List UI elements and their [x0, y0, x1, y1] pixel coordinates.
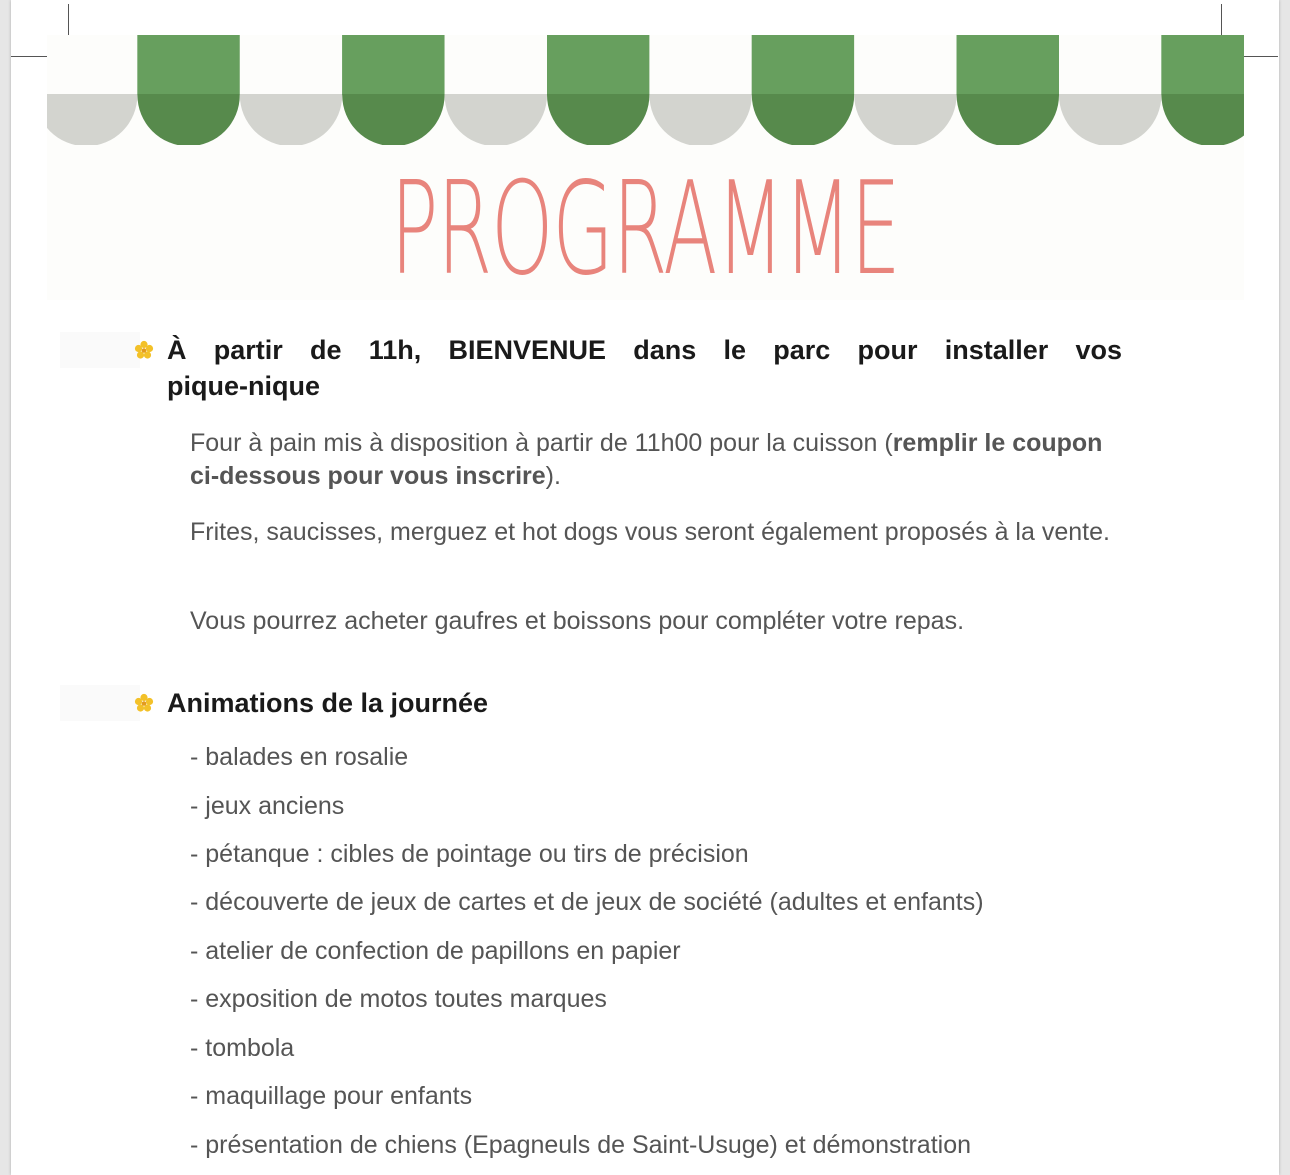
flower-icon	[134, 693, 154, 713]
crop-mark-top-left-horizontal	[11, 56, 51, 57]
awning-stripe-green-band	[547, 35, 649, 95]
awning-scallop-green	[752, 94, 854, 145]
awning-stripe-green-band	[957, 35, 1059, 95]
awning-stripe-green-band	[752, 35, 854, 95]
awning-scallop-green	[957, 94, 1059, 145]
awning-scallop-green	[547, 94, 649, 145]
paragraph-food-sale: Frites, saucisses, merguez et hot dogs vous seront également proposés à la vente.	[190, 518, 1110, 546]
awning-stripe-white	[445, 35, 547, 94]
activity-list-item: - maquillage pour enfants	[190, 1082, 473, 1110]
striped-awning	[47, 35, 1244, 145]
activity-list-item: - découverte de jeux de cartes et de jeux de société (adultes et enfants)	[190, 888, 984, 916]
paragraph-bread-oven-text: Four à pain mis à disposition à partir de 11h00 pour la cuisson (	[190, 429, 893, 457]
awning-stripe-white	[649, 35, 751, 94]
awning-scallop-grey	[649, 94, 751, 145]
activity-list-item: - présentation de chiens (Epagneuls de Saint-Usuge) et démonstration	[190, 1131, 972, 1159]
section-heading-welcome-line2: pique-nique	[167, 371, 320, 401]
awning-stripe-white	[47, 35, 137, 94]
awning-scallop-grey	[445, 94, 547, 145]
awning-stripe-white	[1059, 35, 1161, 94]
heading-highlight	[60, 685, 140, 721]
paragraph-bread-oven-suffix: ).	[545, 462, 561, 490]
awning-scallop-grey	[240, 94, 342, 145]
heading-highlight	[60, 332, 140, 368]
awning-stripe-green-band	[342, 35, 444, 95]
activity-list-item: - jeux anciens	[190, 792, 345, 820]
awning-stripe-green-band	[137, 35, 239, 95]
awning-scallop-green	[342, 94, 444, 145]
awning-stripe-white	[854, 35, 956, 94]
activity-list-item: - pétanque : cibles de pointage ou tirs de précision	[190, 840, 749, 868]
awning-scallop-grey	[1059, 94, 1161, 145]
activity-list-item: - tombola	[190, 1034, 295, 1062]
awning-stripe-white	[240, 35, 342, 94]
crop-mark-top-right-horizontal	[1238, 56, 1278, 57]
awning-stripe-green-band	[1161, 35, 1244, 95]
paragraph-bread-oven-bold: remplir le coupon ci-dessous pour vous inscrire	[190, 429, 1103, 490]
paragraph-waffles-drinks: Vous pourrez acheter gaufres et boissons pour compléter votre repas.	[190, 607, 965, 635]
awning-scallop-green	[137, 94, 239, 145]
page-title: PROGRAMME	[390, 155, 900, 304]
activity-list-item: - balades en rosalie	[190, 743, 409, 771]
awning-scallop-grey	[854, 94, 956, 145]
section-heading-welcome	[167, 332, 1122, 404]
section-heading-activities: Animations de la journée	[167, 688, 489, 718]
paragraph-bread-oven	[190, 427, 1130, 493]
awning-scallop-green	[1161, 94, 1244, 145]
section-heading-welcome-line1: À partir de 11h, BIENVENUE dans le parc pour installer vos	[167, 335, 1122, 365]
awning-scallop-grey	[47, 94, 137, 145]
flower-icon	[134, 340, 154, 360]
activity-list-item: - exposition de motos toutes marques	[190, 985, 607, 1013]
activity-list-item: - atelier de confection de papillons en papier	[190, 937, 681, 965]
